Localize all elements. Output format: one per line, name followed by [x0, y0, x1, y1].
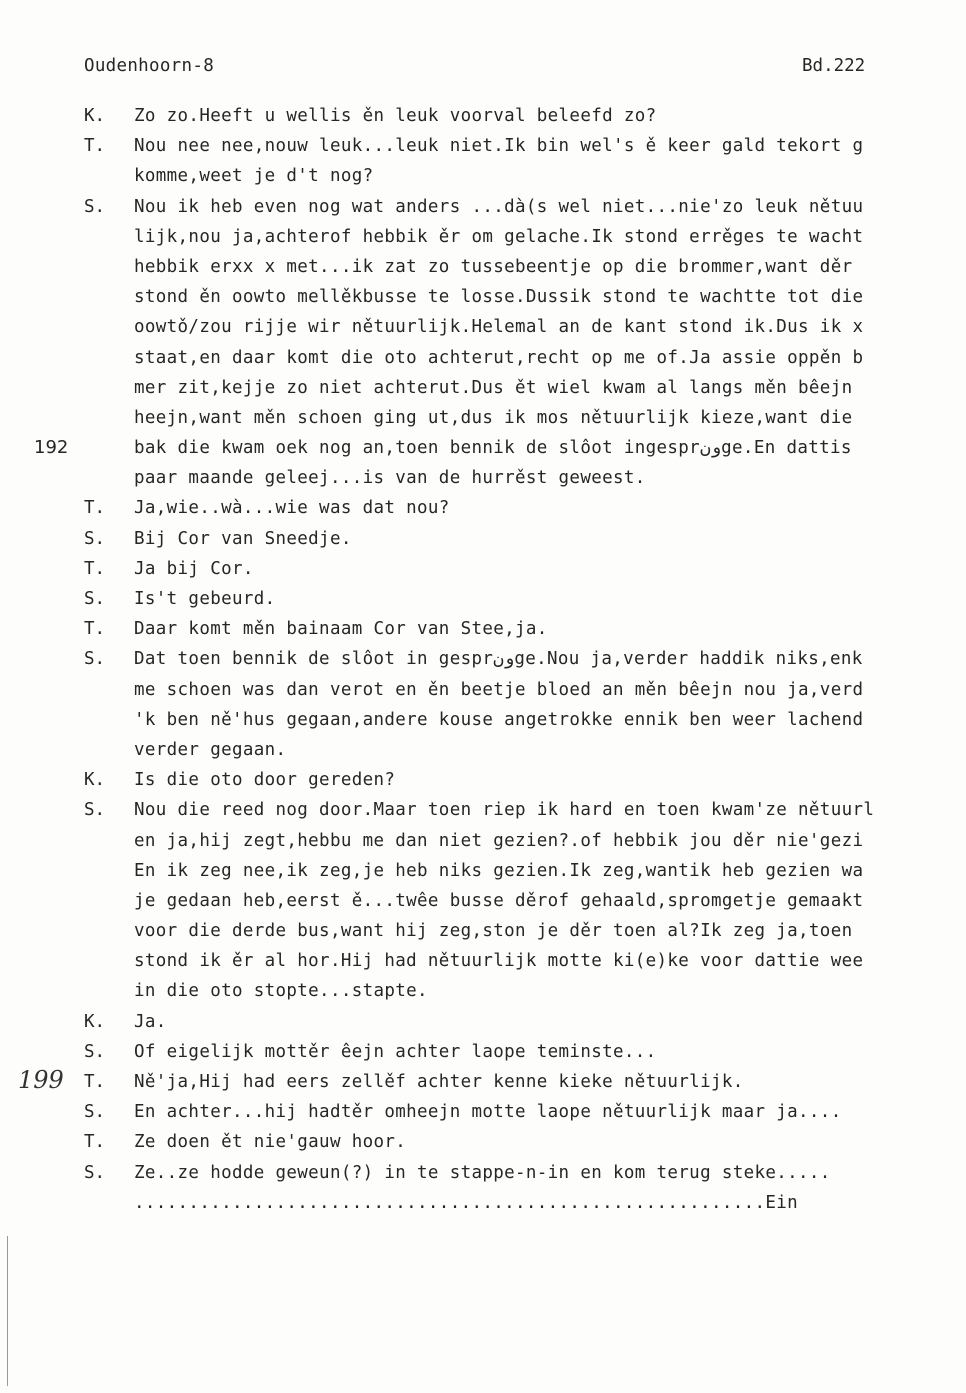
- transcript-line: [0, 861, 966, 891]
- line-text: oowtǒ/zou rijje wir nětuurlijk.Helemal an de kant stond ik.Dus ik x: [134, 317, 864, 338]
- transcript-line: [0, 740, 966, 770]
- line-text: Nou ik heb even nog wat anders ...dà(s wel niet...nie'zo leuk nětuu: [134, 196, 864, 217]
- line-text: in die oto stopte...stapte.: [134, 981, 428, 1002]
- transcript-line: [0, 1072, 966, 1102]
- speaker-label: T.: [84, 558, 106, 579]
- transcript-line: [0, 921, 966, 951]
- transcript-line: [0, 1132, 966, 1162]
- transcript-line: [0, 680, 966, 710]
- speaker-label: S.: [84, 528, 106, 549]
- line-text: Ně'ja,Hij had eers zellěf achter kenne kieke nětuurlijk.: [134, 1072, 744, 1092]
- transcript-line: [0, 468, 966, 498]
- line-text: En ik zeg nee,ik zeg,je heb niks gezien.Ik zeg,wantik heb gezien wa: [134, 860, 864, 881]
- line-text: 'k ben ně'hus gegaan,andere kouse angetrokke ennik ben weer lachend: [134, 709, 864, 730]
- transcript-line: [0, 831, 966, 861]
- transcript-line: [0, 800, 966, 830]
- speaker-label: K.: [84, 106, 106, 126]
- transcript-lines: [0, 106, 966, 1223]
- line-text: Bij Cor van Sneedje.: [134, 528, 352, 549]
- margin-number-192: 192: [34, 437, 69, 458]
- line-text: staat,en daar komt die oto achterut,recht op me of.Ja assie oppěn b: [134, 347, 864, 368]
- transcript-line: [0, 619, 966, 649]
- transcript-line: [0, 710, 966, 740]
- speaker-label: S.: [84, 1102, 106, 1123]
- transcript-line: [0, 1193, 966, 1223]
- speaker-label: T.: [84, 498, 106, 519]
- line-text: Is die oto door gereden?: [134, 770, 396, 791]
- transcript-line: [0, 438, 966, 468]
- line-text: verder gegaan.: [134, 739, 287, 760]
- speaker-label: T.: [84, 619, 106, 640]
- line-text: En achter...hij hadtěr omheejn motte laope nětuurlijk maar ja....: [134, 1102, 842, 1123]
- speaker-label: S.: [84, 196, 106, 217]
- line-text: Ze..ze hodde geweun(?) in te stappe-n-in en kom terug steke.....: [134, 1162, 831, 1183]
- line-text: Dat toen bennik de slôot in gesprونge.Nou ja,verder haddik niks,enk: [134, 649, 863, 670]
- line-text: Daar komt měn bainaam Cor van Stee,ja.: [134, 619, 548, 640]
- speaker-label: K.: [84, 1011, 106, 1032]
- transcript-line: [0, 348, 966, 378]
- line-text: paar maande geleej...is van de hurrěst geweest.: [134, 468, 646, 489]
- line-text: Ja,wie..wà...wie was dat nou?: [134, 498, 450, 519]
- line-text: je gedaan heb,eerst ě...twêe busse děrof gehaald,spromgetje gemaakt: [134, 890, 864, 911]
- speaker-label: T.: [84, 1072, 106, 1092]
- transcript-line: [0, 589, 966, 619]
- transcript-line: [0, 1042, 966, 1072]
- transcript-line: [0, 136, 966, 166]
- transcript-line: [0, 951, 966, 981]
- transcript-line: [0, 287, 966, 317]
- line-text: Zo zo.Heeft u wellis ěn leuk voorval beleefd zo?: [134, 106, 657, 126]
- line-text: voor die derde bus,want hij zeg,ston je děr toen al?Ik zeg ja,toen: [134, 921, 853, 942]
- transcript-line: [0, 317, 966, 347]
- line-text: Nou die reed nog door.Maar toen riep ik hard en toen kwam'ze nětuurl: [134, 800, 875, 821]
- transcript-line: [0, 1012, 966, 1042]
- speaker-label: S.: [84, 800, 106, 821]
- line-text: Ja.: [134, 1011, 167, 1032]
- speaker-label: T.: [84, 1132, 106, 1153]
- transcript-line: [0, 408, 966, 438]
- page-reference: Bd.222: [802, 56, 866, 76]
- line-text: Nou nee nee,nouw leuk...leuk niet.Ik bin wel's ě keer gald tekort g: [134, 136, 864, 157]
- transcript-line: [0, 498, 966, 528]
- line-text: komme,weet je d't nog?: [134, 166, 374, 187]
- line-text: stond ěn oowto mellěkbusse te losse.Dussik stond te wachtte tot die: [134, 287, 864, 308]
- transcript-line: [0, 378, 966, 408]
- transcript-line: [0, 649, 966, 679]
- line-text: mer zit,kejje zo niet achterut.Dus ět wiel kwam al langs měn bêejn: [134, 377, 853, 398]
- line-text: hebbik erxx x met...ik zat zo tussebeentje op die brommer,want děr: [134, 256, 853, 277]
- transcript-line: [0, 1102, 966, 1132]
- speaker-label: S.: [84, 1162, 106, 1183]
- line-text: lijk,nou ja,achterof hebbik ěr om gelache.Ik stond errěges te wacht: [134, 226, 864, 247]
- transcript-line: [0, 257, 966, 287]
- line-text: me schoen was dan verot en ěn beetje bloed an měn bêejn nou ja,verd: [134, 679, 864, 700]
- speaker-label: S.: [84, 649, 106, 670]
- transcript-line: [0, 529, 966, 559]
- speaker-label: S.: [84, 589, 106, 609]
- transcript-line: [0, 981, 966, 1011]
- speaker-label: T.: [84, 136, 106, 157]
- transcript-line: [0, 891, 966, 921]
- transcript-line: [0, 1163, 966, 1193]
- line-text: ..........................................................Ein: [134, 1192, 799, 1213]
- transcript-line: [0, 166, 966, 196]
- line-text: Of eigelijk mottěr êejn achter laope teminste...: [134, 1041, 657, 1062]
- transcript-line: [0, 106, 966, 136]
- line-text: Is't gebeurd.: [134, 589, 276, 609]
- line-text: en ja,hij zegt,hebbu me dan niet gezien?.of hebbik jou děr nie'gezi: [134, 830, 864, 851]
- speaker-label: S.: [84, 1041, 106, 1062]
- margin-number-199: 199: [18, 1066, 64, 1094]
- transcript-line: [0, 770, 966, 800]
- transcript-line: [0, 559, 966, 589]
- line-text: bak die kwam oek nog an,toen bennik de slôot ingesprونge.En dattis: [134, 438, 852, 459]
- transcript-line: [0, 197, 966, 227]
- line-text: stond ik ěr al hor.Hij had nětuurlijk motte ki(e)ke voor dattie wee: [134, 951, 864, 972]
- transcript-line: [0, 227, 966, 257]
- speaker-label: K.: [84, 770, 106, 791]
- line-text: heejn,want měn schoen ging ut,dus ik mos nětuurlijk kieze,want die: [134, 407, 853, 428]
- margin-rule: [7, 1236, 8, 1386]
- line-text: Ja bij Cor.: [134, 558, 254, 579]
- document-title: Oudenhoorn-8: [84, 56, 215, 76]
- line-text: Ze doen ět nie'gauw hoor.: [134, 1132, 407, 1153]
